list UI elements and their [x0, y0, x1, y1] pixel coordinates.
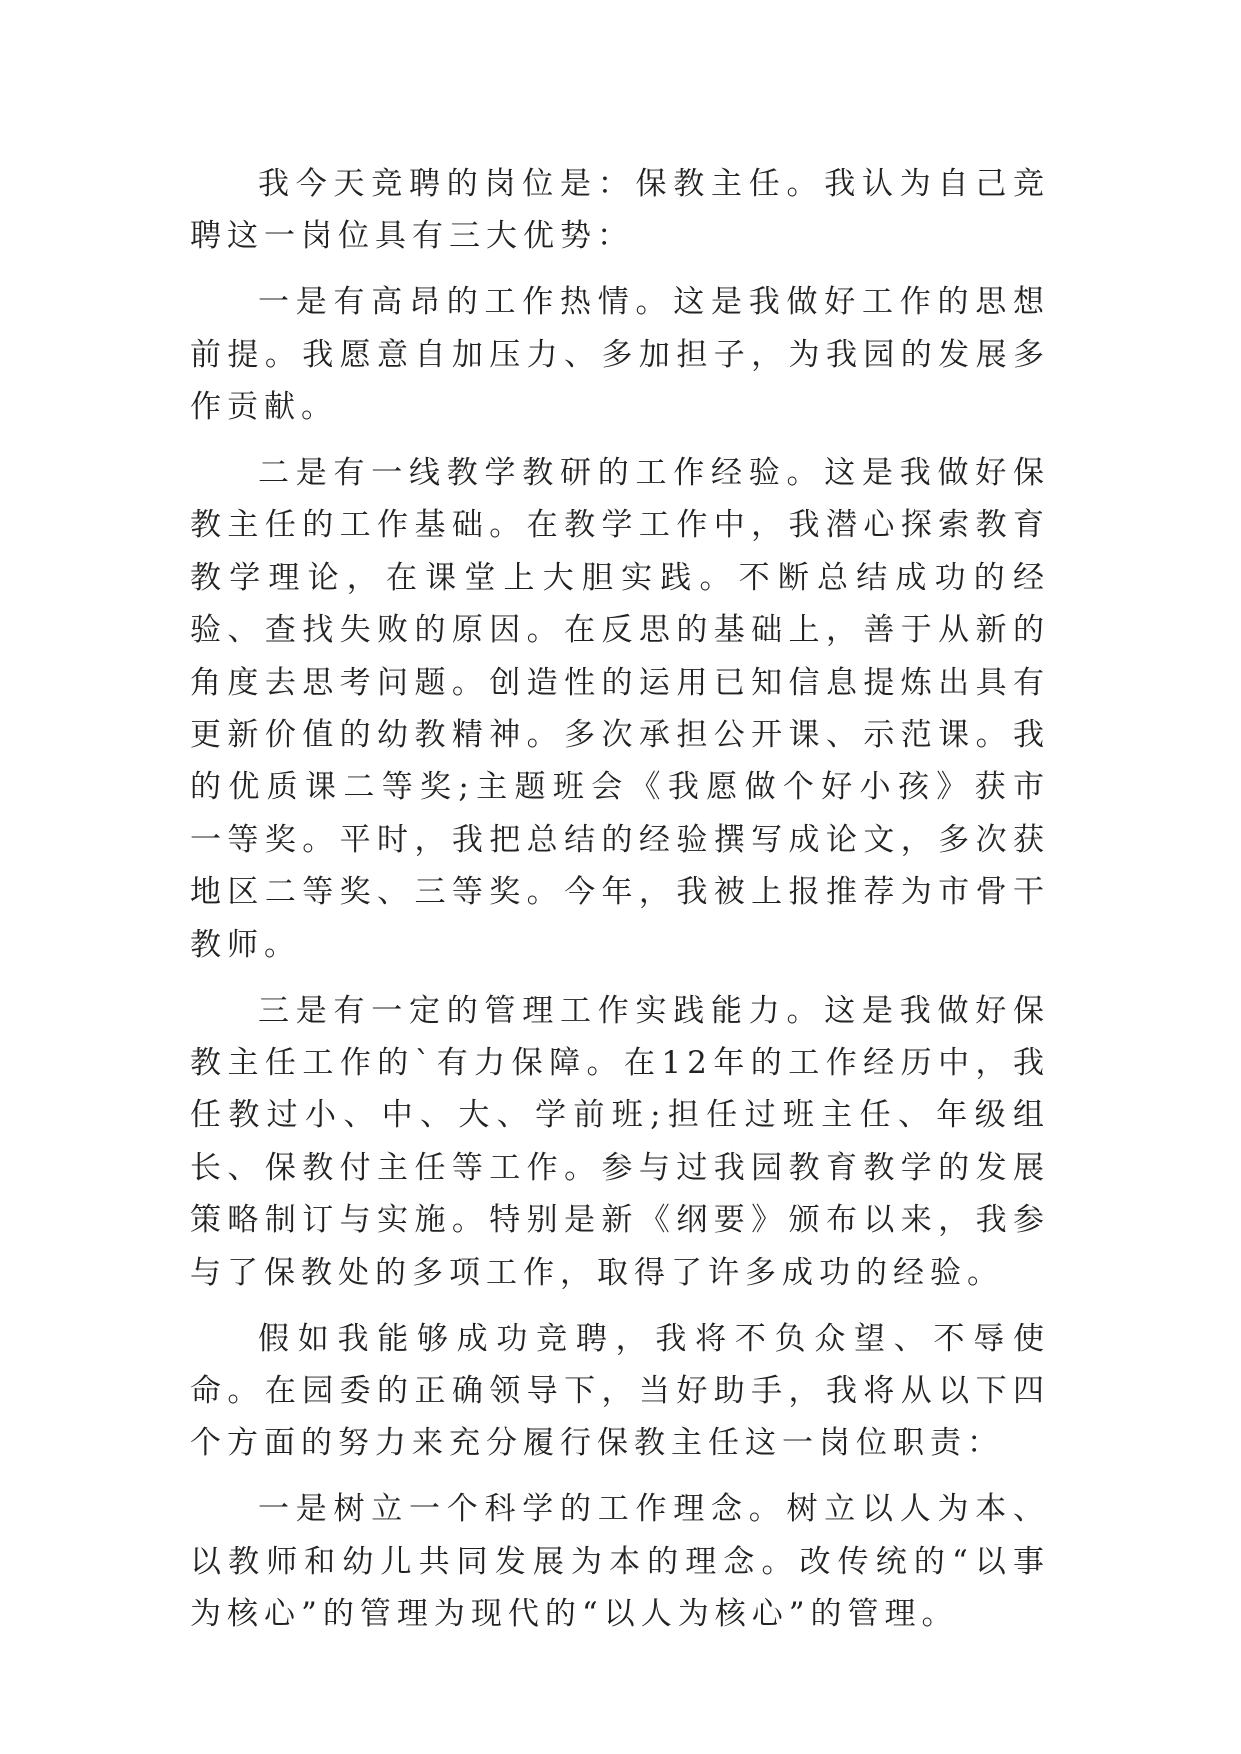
paragraph-advantage-three: 三是有一定的管理工作实践能力。这是我做好保教主任工作的`有力保障。在12年的工作经历中，我任教过小、中、大、学前班;担任过班主任、年级组长、保教付主任等工作。参与过我园教育教学的发展策略制订与实施。特别是新《纲要》颁布以来，我参与了保教处的多项工作，取得了许多成功的经验。 — [190, 992, 1050, 1291]
paragraph-intro: 我今天竞聘的岗位是：保教主任。我认为自己竞聘这一岗位具有三大优势： — [190, 166, 1050, 255]
paragraph-commitment: 假如我能够成功竞聘，我将不负众望、不辱使命。在园委的正确领导下，当好助手，我将从以下四个方面的努力来充分履行保教主任这一岗位职责： — [190, 1320, 1050, 1462]
paragraph-advantage-two: 二是有一线教学教研的工作经验。这是我做好保教主任的工作基础。在教学工作中，我潜心探索教育教学理论，在课堂上大胆实践。不断总结成功的经验、查找失败的原因。在反思的基础上，善于从新的角度去思考问题。创造性的运用已知信息提炼出具有更新价值的幼教精神。多次承担公开课、示范课。我的优质课二等奖;主题班会《我愿做个好小孩》获市一等奖。平时，我把总结的经验撰写成论文，多次获地区二等奖、三等奖。今年，我被上报推荐为市骨干教师。 — [190, 455, 1050, 963]
paragraph-plan-one: 一是树立一个科学的工作理念。树立以人为本、以教师和幼儿共同发展为本的理念。改传统的“以事为核心”的管理为现代的“以人为核心”的管理。 — [190, 1491, 1050, 1633]
document-body — [190, 158, 1050, 1640]
paragraph-advantage-one: 一是有高昂的工作热情。这是我做好工作的思想前提。我愿意自加压力、多加担子，为我园的发展多作贡献。 — [190, 284, 1050, 426]
